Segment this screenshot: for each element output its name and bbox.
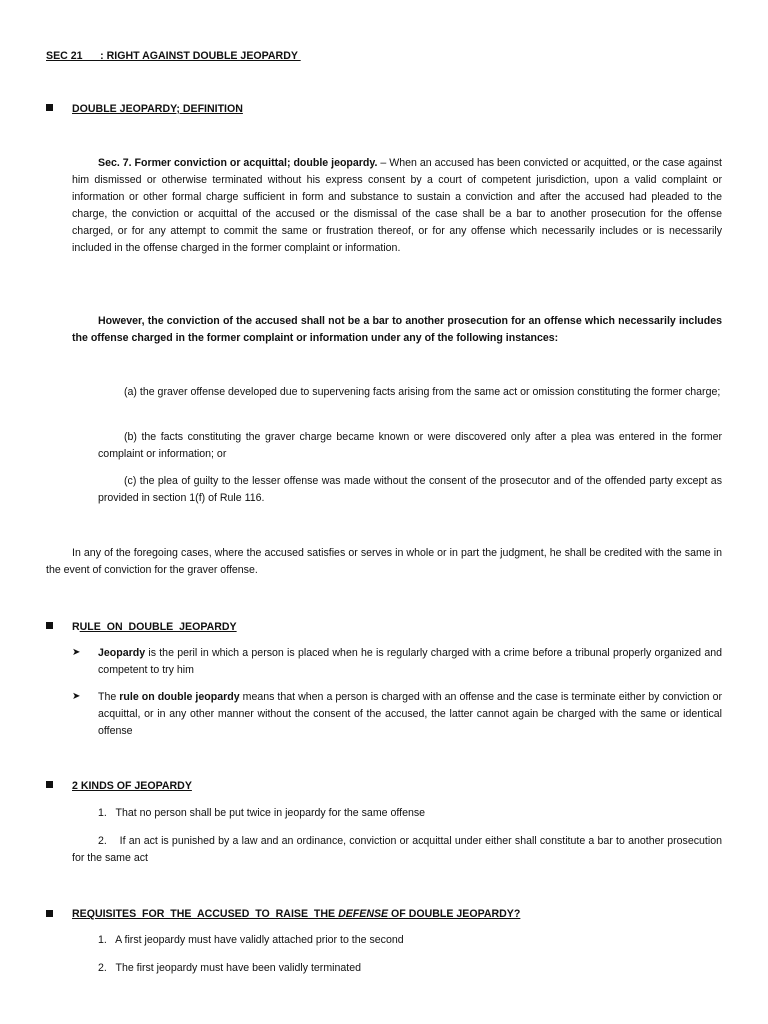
- sec7-title: Sec. 7. Former conviction or acquittal; double jeopardy.: [98, 157, 378, 169]
- square-bullet-icon: [46, 781, 53, 788]
- sec7-body: – When an accused has been convicted or acquitted, or the case against him dismissed or otherwise terminated without his express consent by a court of competent jurisdiction, upon a valid complaint or information or other formal charge sufficient in form and substance to sustain a conviction and after the accused had pleaded to the charge, the conviction or acquittal of the accused or the dismissal of the case shall be a bar to another prosecution for the offense charged, or for any attempt to commit the same or frustration thereof, or for any offense which necessarily includes or is necessarily included in the offense charged in the former complaint or information.: [72, 157, 722, 254]
- requisite-item-1: 1. A first jeopardy must have validly attached prior to the second: [98, 934, 404, 946]
- square-bullet-icon: [46, 622, 53, 629]
- instance-c: (c) the plea of guilty to the lesser offense was made without the consent of the prosecutor and of the offended party except as provided in section 1(f) of Rule 116.: [98, 475, 722, 504]
- heading-rule-first: R: [72, 621, 80, 633]
- heading-requisites: [72, 906, 520, 923]
- square-bullet-icon: [46, 910, 53, 917]
- rule-item-pre: The: [98, 691, 120, 703]
- square-bullet-icon: [46, 104, 53, 111]
- heading-rule: [72, 619, 237, 636]
- however-paragraph: However, the conviction of the accused shall not be a bar to another prosecution for an offense which necessarily includes the offense charged in the former complaint or information under any of the following instances:: [72, 315, 722, 344]
- arrow-bullet-icon: ➤: [72, 691, 81, 702]
- rule-item-jeopardy-text: is the peril in which a person is placed when he is regularly charged with a crime before a tribunal properly organized and competent to try him: [98, 647, 722, 676]
- rule-item-term: rule on double jeopardy: [119, 691, 240, 703]
- heading-definition: DOUBLE JEOPARDY; DEFINITION: [72, 103, 243, 115]
- heading-requisites-em: DEFENSE: [338, 908, 389, 920]
- rule-item-text: means that when a person is charged with an offense and the case is terminate either by conviction or acquittal, or in any other manner without the consent of the accused, the latter cannot again be charged with the same or identical offense: [98, 691, 722, 737]
- rule-item-double-jeopardy: [98, 689, 722, 740]
- requisite-item-2: 2. The first jeopardy must have been validly terminated: [98, 962, 362, 974]
- rule-item-jeopardy-term: Jeopardy: [98, 647, 146, 659]
- instance-b: (b) the facts constituting the graver charge became known or were discovered only after a plea was entered in the former complaint or information; or: [98, 431, 722, 460]
- heading-requisites-pre: REQUISITES FOR THE ACCUSED TO RAISE THE: [72, 908, 339, 920]
- kind-item-2: 2. If an act is punished by a law and an ordinance, conviction or acquittal under either shall constitute a bar to another prosecution for the same act: [72, 835, 725, 864]
- heading-rule-rest: ULE ON DOUBLE JEOPARDY: [79, 621, 237, 633]
- foregoing-paragraph: In any of the foregoing cases, where the accused satisfies or serves in whole or in part the judgment, he shall be credited with the same in the event of conviction for the graver offense.: [46, 547, 722, 576]
- sec7-paragraph: [72, 155, 722, 257]
- section-title: SEC 21 : RIGHT AGAINST DOUBLE JEOPARDY: [46, 50, 301, 62]
- heading-kinds: 2 KINDS OF JEOPARDY: [72, 780, 192, 792]
- kind-item-1: 1. That no person shall be put twice in jeopardy for the same offense: [98, 807, 426, 819]
- rule-item-jeopardy: [98, 645, 722, 679]
- arrow-bullet-icon: ➤: [72, 647, 81, 658]
- instance-a: (a) the graver offense developed due to supervening facts arising from the same act or omission constituting the former charge;: [124, 386, 721, 398]
- heading-requisites-post: OF DOUBLE JEOPARDY?: [388, 908, 521, 920]
